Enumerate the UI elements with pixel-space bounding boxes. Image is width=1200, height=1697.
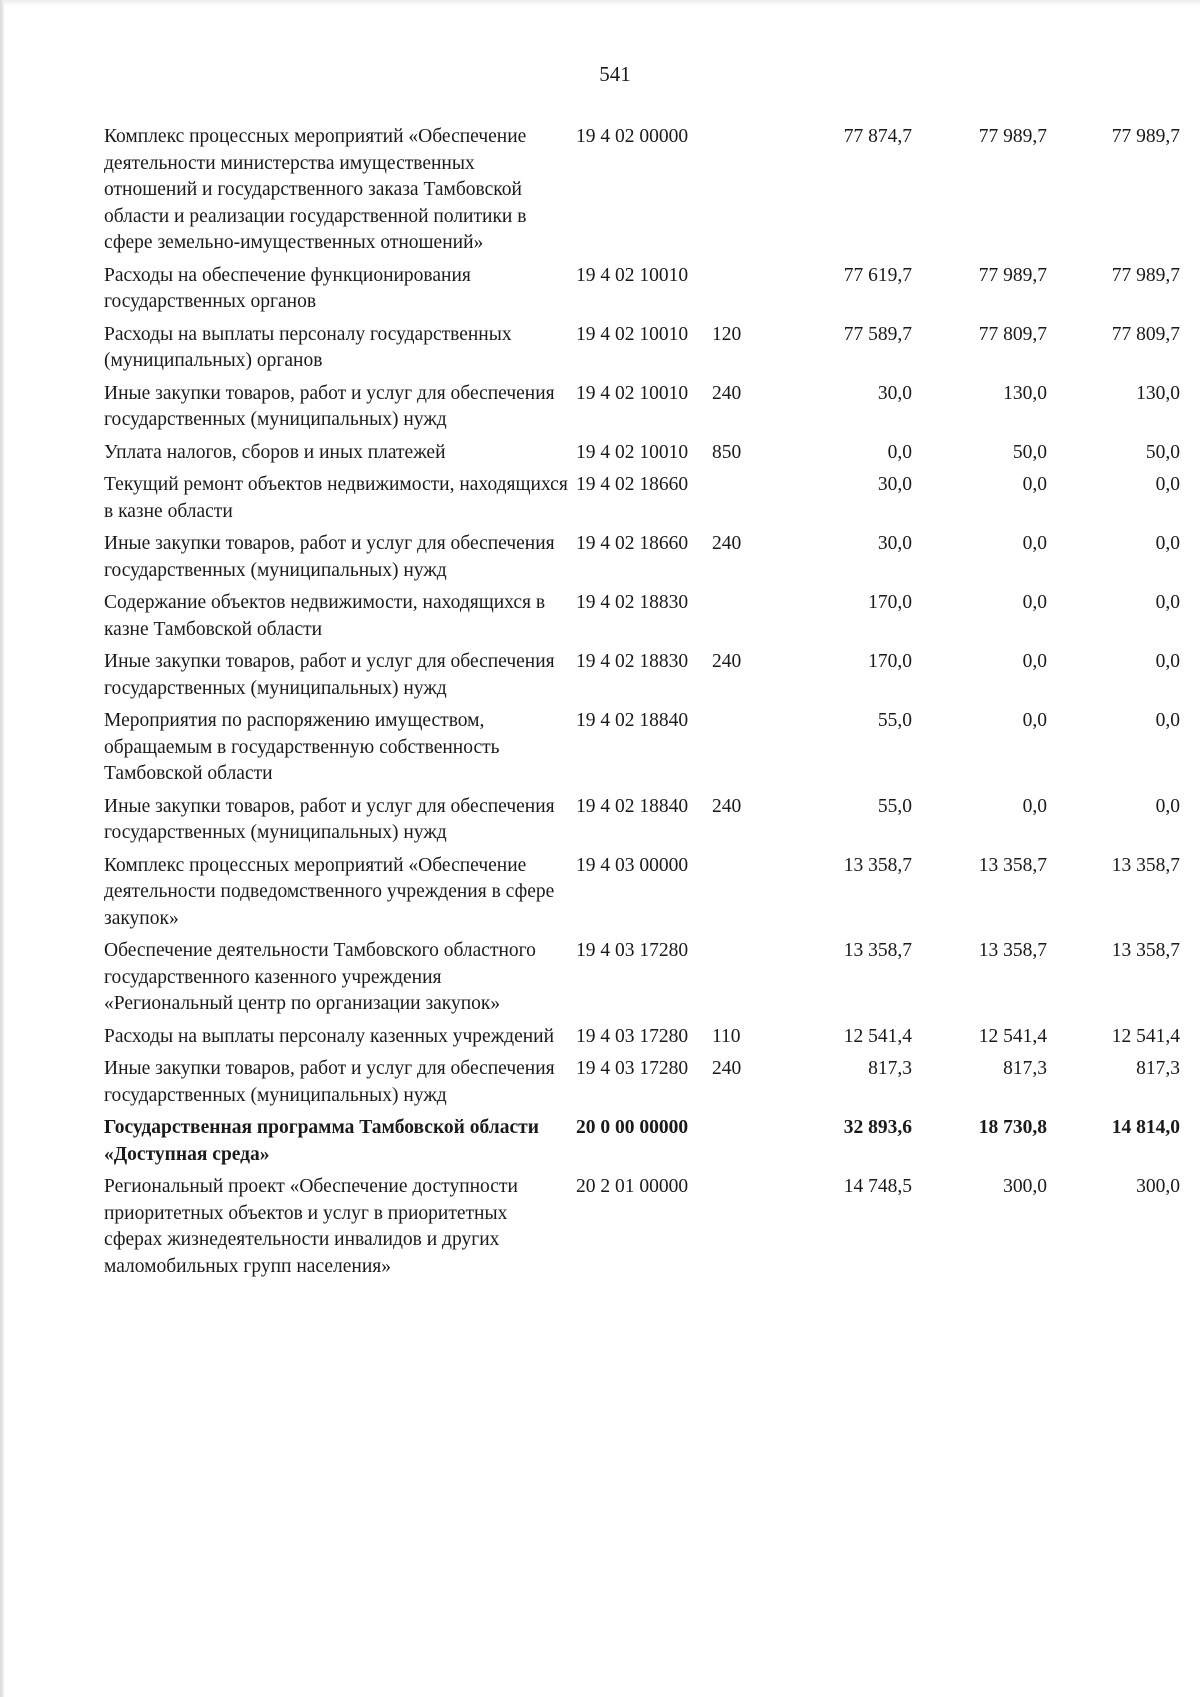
table-row	[104, 322, 1180, 381]
row-expense-type	[712, 590, 792, 649]
row-value-year-1: 30,0	[877, 474, 912, 495]
row-value-year-2: 50,0	[1012, 441, 1047, 463]
row-value-year-3: 77 809,7	[1111, 323, 1180, 345]
table-row	[104, 590, 1180, 649]
row-code: 19 4 03 17280	[576, 1058, 689, 1079]
row-name: Иные закупки товаров, работ и услуг для обеспечения государственных (муниципальных) нужд	[104, 795, 555, 843]
row-value-year-3: 0,0	[1155, 592, 1180, 613]
table-row	[104, 381, 1180, 440]
row-expense-type	[712, 124, 792, 263]
row-code: 19 4 02 18830	[576, 651, 689, 672]
row-value-year-3: 12 541,4	[1111, 1025, 1180, 1047]
row-name: Расходы на выплаты персоналу казенных учреждений	[104, 1025, 555, 1047]
row-value-year-3: 0,0	[1155, 474, 1180, 495]
row-value-year-1: 817,3	[868, 1058, 912, 1079]
row-code: 19 4 02 10010	[576, 441, 689, 463]
row-value-year-3: 13 358,7	[1111, 854, 1180, 876]
row-value-year-2: 12 541,4	[978, 1025, 1047, 1047]
row-expense-type: 110	[712, 1025, 741, 1047]
row-value-year-2: 0,0	[1022, 474, 1047, 495]
row-name: Иные закупки товаров, работ и услуг для обеспечения государственных (муниципальных) нужд	[104, 533, 555, 581]
row-value-year-1: 77 589,7	[843, 323, 912, 345]
row-expense-type: 240	[712, 795, 742, 817]
row-code: 19 4 02 18840	[576, 710, 689, 731]
row-expense-type	[712, 1174, 792, 1286]
row-expense-type: 240	[712, 533, 742, 554]
row-code: 19 4 02 10010	[576, 323, 689, 345]
row-name: Иные закупки товаров, работ и услуг для обеспечения государственных (муниципальных) нужд	[104, 651, 555, 699]
table-row	[104, 794, 1180, 853]
row-value-year-3: 14 814,0	[1111, 1117, 1180, 1138]
row-value-year-1: 30,0	[877, 533, 912, 554]
row-value-year-3: 130,0	[1136, 382, 1180, 404]
row-expense-type	[712, 853, 792, 939]
row-value-year-2: 0,0	[1022, 710, 1047, 731]
row-name: Иные закупки товаров, работ и услуг для обеспечения государственных (муниципальных) нужд	[104, 382, 555, 430]
row-value-year-3: 0,0	[1155, 710, 1180, 731]
row-name: Расходы на выплаты персоналу государственных (муниципальных) органов	[104, 323, 512, 371]
table-row	[104, 124, 1180, 263]
row-code: 19 4 03 17280	[576, 940, 689, 961]
row-value-year-2: 817,3	[1003, 1058, 1047, 1079]
row-name: Региональный проект «Обеспечение доступности приоритетных объектов и услуг в приоритетных сферах жизнедеятельности инвалидов и других маломобильных групп населения»	[104, 1176, 518, 1277]
row-value-year-1: 77 874,7	[843, 126, 912, 147]
row-name: Уплата налогов, сборов и иных платежей	[104, 441, 446, 463]
row-name: Мероприятия по распоряжению имуществом, обращаемым в государственную собственность Тамбовской области	[104, 710, 500, 784]
row-code: 20 2 01 00000	[576, 1176, 689, 1197]
row-name: Текущий ремонт объектов недвижимости, находящихся в казне области	[104, 474, 568, 522]
row-value-year-3: 77 989,7	[1111, 264, 1180, 286]
row-value-year-2: 77 989,7	[978, 126, 1047, 147]
table-row	[104, 263, 1180, 322]
row-code: 19 4 03 17280	[576, 1025, 689, 1047]
row-value-year-3: 50,0	[1145, 441, 1180, 463]
row-expense-type: 850	[712, 441, 742, 463]
row-value-year-2: 13 358,7	[978, 940, 1047, 961]
row-expense-type: 240	[712, 651, 742, 672]
row-value-year-3: 817,3	[1136, 1058, 1180, 1079]
row-value-year-1: 55,0	[877, 795, 912, 817]
row-value-year-1: 0,0	[887, 441, 912, 463]
row-code: 19 4 02 10010	[576, 264, 689, 286]
table-body	[104, 124, 1180, 1286]
row-expense-type: 120	[712, 323, 742, 345]
row-code: 19 4 02 18660	[576, 474, 689, 495]
row-name: Комплекс процессных мероприятий «Обеспечение деятельности министерства имущественных отношений и государственного заказа Тамбовской области и реализации государственной политики в сфере земельно-имущественных отношений»	[104, 126, 527, 253]
row-value-year-1: 170,0	[868, 651, 912, 672]
row-code: 19 4 02 10010	[576, 382, 689, 404]
row-expense-type	[712, 263, 792, 322]
table-row	[104, 1024, 1180, 1057]
row-code: 19 4 02 00000	[576, 126, 689, 147]
row-value-year-2: 130,0	[1003, 382, 1047, 404]
table-row	[104, 531, 1180, 590]
row-value-year-3: 0,0	[1155, 795, 1180, 817]
row-expense-type	[712, 1115, 792, 1174]
row-expense-type: 240	[712, 382, 742, 404]
table-row	[104, 708, 1180, 794]
table-row	[104, 1115, 1180, 1174]
row-code: 19 4 03 00000	[576, 854, 689, 876]
row-expense-type	[712, 708, 792, 794]
row-code: 19 4 02 18830	[576, 592, 689, 613]
row-value-year-3: 0,0	[1155, 533, 1180, 554]
row-value-year-2: 77 809,7	[978, 323, 1047, 345]
row-value-year-2: 300,0	[1003, 1176, 1047, 1197]
row-value-year-1: 55,0	[877, 710, 912, 731]
row-value-year-1: 32 893,6	[843, 1117, 912, 1138]
scan-top-edge	[0, 0, 1200, 6]
row-value-year-3: 77 989,7	[1111, 126, 1180, 147]
row-code: 20 0 00 00000	[576, 1117, 689, 1138]
row-value-year-1: 12 541,4	[843, 1025, 912, 1047]
row-code: 19 4 02 18840	[576, 795, 689, 817]
row-name: Государственная программа Тамбовской области «Доступная среда»	[104, 1117, 539, 1165]
table-row	[104, 472, 1180, 531]
row-name: Обеспечение деятельности Тамбовского областного государственного казенного учреждения «Региональный центр по организации закупок»	[104, 940, 536, 1014]
row-expense-type	[712, 472, 792, 531]
row-value-year-2: 18 730,8	[978, 1117, 1047, 1138]
row-value-year-2: 0,0	[1022, 533, 1047, 554]
row-name: Расходы на обеспечение функционирования государственных органов	[104, 264, 471, 312]
row-name: Иные закупки товаров, работ и услуг для обеспечения государственных (муниципальных) нужд	[104, 1058, 555, 1106]
table-row	[104, 853, 1180, 939]
row-value-year-3: 300,0	[1136, 1176, 1180, 1197]
row-name: Комплекс процессных мероприятий «Обеспечение деятельности подведомственного учреждения в сфере закупок»	[104, 854, 555, 929]
row-value-year-2: 13 358,7	[978, 854, 1047, 876]
row-value-year-1: 13 358,7	[843, 854, 912, 876]
table-row	[104, 649, 1180, 708]
row-code: 19 4 02 18660	[576, 533, 689, 554]
row-expense-type: 240	[712, 1058, 742, 1079]
row-value-year-1: 13 358,7	[843, 940, 912, 961]
table-row	[104, 938, 1180, 1024]
row-value-year-3: 13 358,7	[1111, 940, 1180, 961]
budget-table	[104, 124, 1180, 1286]
table-row	[104, 1056, 1180, 1115]
row-value-year-1: 14 748,5	[843, 1176, 912, 1197]
row-value-year-2: 77 989,7	[978, 264, 1047, 286]
row-value-year-2: 0,0	[1022, 592, 1047, 613]
row-value-year-2: 0,0	[1022, 795, 1047, 817]
scan-left-edge	[0, 0, 4, 1697]
row-value-year-1: 30,0	[877, 382, 912, 404]
row-value-year-2: 0,0	[1022, 651, 1047, 672]
page-number: 541	[599, 62, 631, 86]
row-value-year-3: 0,0	[1155, 651, 1180, 672]
row-value-year-1: 77 619,7	[843, 264, 912, 286]
row-name: Содержание объектов недвижимости, находящихся в казне Тамбовской области	[104, 592, 546, 640]
row-value-year-1: 170,0	[868, 592, 912, 613]
table-row	[104, 440, 1180, 473]
row-expense-type	[712, 938, 792, 1024]
table-row	[104, 1174, 1180, 1286]
